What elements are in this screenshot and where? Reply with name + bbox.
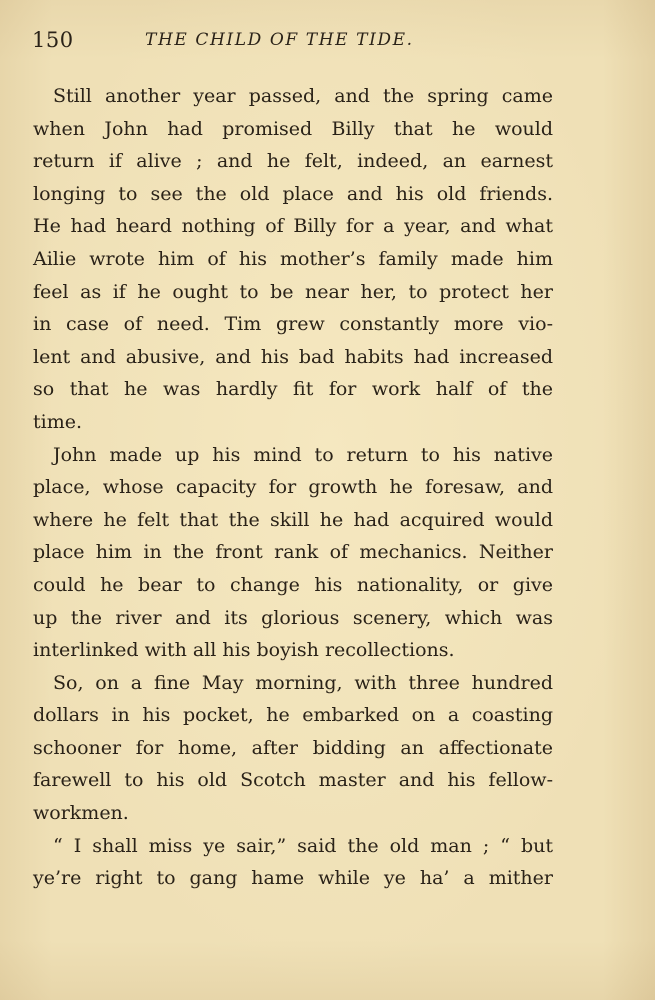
text-line: Still another year passed, and the spring came — [53, 85, 553, 107]
running-title: THE CHILD OF THE TIDE. — [145, 30, 414, 50]
running-head — [32, 28, 624, 62]
text-line: John made up his mind to return to his native — [53, 443, 553, 466]
text-line: in case of need. Tim grew constantly more vio- — [33, 313, 553, 336]
text-line: dollars in his pocket, he embarked on a coasting — [33, 704, 553, 727]
text-line: So, on a fine May morning, with three hundred — [53, 671, 553, 694]
text-line: He had heard nothing of Billy for a year, and what — [33, 215, 553, 238]
text-line: workmen. — [33, 802, 129, 825]
text-line: “ I shall miss ye sair,” said the old man ; “ but — [53, 834, 553, 857]
text-line: feel as if he ought to be near her, to protect her — [33, 280, 553, 303]
text-line: return if alive ; and he felt, indeed, an earnest — [33, 150, 553, 173]
text-line: farewell to his old Scotch master and his fellow- — [33, 769, 553, 792]
text-line: ye’re right to gang hame while ye ha’ a mither — [33, 867, 553, 890]
text-line: interlinked with all his boyish recollections. — [33, 639, 455, 662]
text-line: schooner for home, after bidding an affectionate — [33, 736, 553, 759]
text-line: up the river and its glorious scenery, which was — [33, 606, 553, 629]
body-text — [33, 80, 553, 895]
text-line: time. — [33, 410, 83, 433]
text-line: lent and abusive, and his bad habits had increased — [33, 345, 553, 368]
text-line: could he bear to change his nationality, or give — [33, 573, 553, 596]
text-line: Ailie wrote him of his mother’s family made him — [33, 247, 553, 270]
text-line: longing to see the old place and his old friends. — [33, 182, 553, 205]
text-line: place him in the front rank of mechanics. Neither — [33, 541, 553, 564]
page-number: 150 — [32, 28, 74, 52]
text-line: so that he was hardly fit for work half of the — [33, 378, 553, 401]
text-line: place, whose capacity for growth he foresaw, and — [33, 476, 553, 499]
text-line: when John had promised Billy that he would — [33, 117, 553, 140]
text-line: where he felt that the skill he had acquired would — [33, 508, 553, 531]
